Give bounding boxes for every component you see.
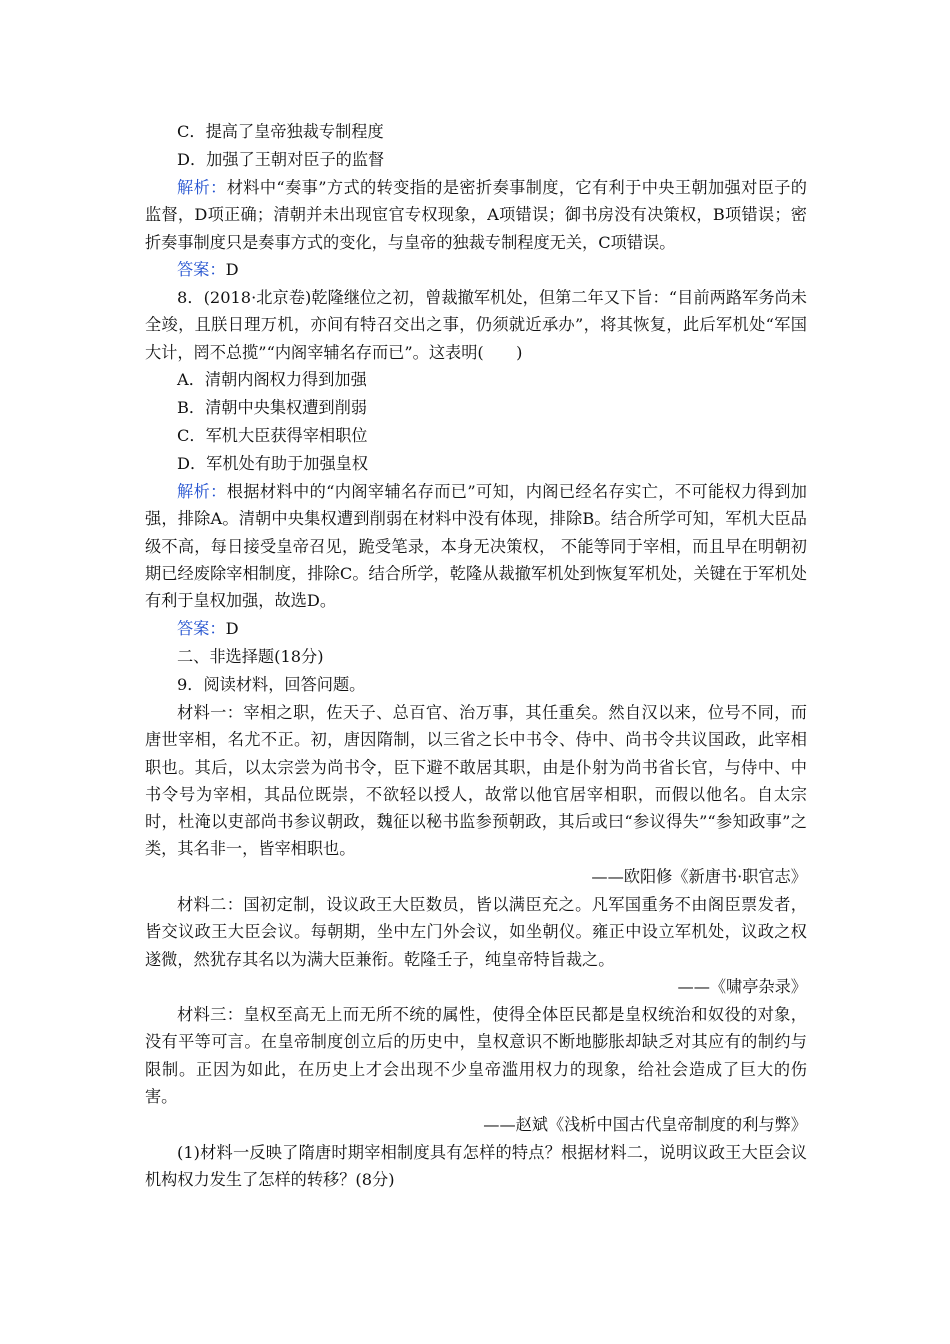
analysis-text: 根据材料中的“内阁宰辅名存而已”可知，内阁已经名存实亡，不可能权力得到加强，排除A。清朝中央集权遭到削弱在材料中没有体现，排除B。结合所学可知，军机大臣品级不高，每日接受皇帝召见，跪受笔录，本身无决策权， 不能等同于宰相，而且早在明朝初期已经废除宰相制度，排除C。结合所学，乾隆从裁撤军机处到恢复军机处，关键在于军机处有利于皇权加强，故选D。 [145,482,807,611]
q9-material-3: 材料三：皇权至高无上而无所不统的属性，使得全体臣民都是皇权统治和奴役的对象，没有平等可言。在皇帝制度创立后的历史中，皇权意识不断地膨胀却缺乏对其应有的制约与限制。正因为如此，在历史上才会出现不少皇帝滥用权力的现象，给社会造成了巨大的伤害。 [145,1005,807,1106]
q8-analysis [145,478,807,614]
q7-answer [145,256,807,283]
q9-question-1: (1)材料一反映了隋唐时期宰相制度具有怎样的特点？根据材料二，说明议政王大臣会议机构权力发生了怎样的转移？(8分) [145,1143,807,1190]
q9-stem: 9．阅读材料，回答问题。 [177,675,366,694]
analysis-text: 材料中“奏事”方式的转变指的是密折奏事制度，它有利于中央王朝加强对臣子的监督，D项正确；清朝并未出现宦官专权现象，A项错误；御书房没有决策权，B项错误；密折奏事制度只是奏事方式的变化，与皇帝的独裁专制程度无关，C项错误。 [145,178,807,252]
q8-answer [145,615,807,642]
q9-material-1: 材料一：宰相之职，佐天子、总百官、治万事，其任重矣。然自汉以来，位号不同，而唐世宰相，名尤不正。初，唐因隋制，以三省之长中书令、侍中、尚书令共议国政，此宰相职也。其后，以太宗尝为尚书令，臣下避不敢居其职，由是仆射为尚书省长官，与侍中、中书令号为宰相，其品位既崇，不欲轻以授人，故常以他官居宰相职，而假以他名。自太宗时，杜淹以吏部尚书参议朝政，魏征以秘书监参预朝政，其后或曰“参议得失”“参知政事”之类，其名非一，皆宰相职也。 [145,703,807,859]
q9-source-1: ——欧阳修《新唐书·职官志》 [591,867,807,886]
q8-option-b: B．清朝中央集权遭到削弱 [177,398,367,417]
q9-source-3: ——赵斌《浅析中国古代皇帝制度的利与弊》 [483,1115,807,1134]
q8-option-a: A．清朝内阁权力得到加强 [177,370,367,389]
answer-label: 答案： [177,619,226,638]
answer-value: D [225,260,239,279]
q7-analysis [145,174,807,256]
section-heading: 二、非选择题(18分) [177,647,324,666]
analysis-label: 解析： [177,482,227,501]
q8-option-c: C．军机大臣获得宰相职位 [177,426,368,445]
q8-option-d: D．军机处有助于加强皇权 [177,454,369,473]
q7-option-c: C．提高了皇帝独裁专制程度 [177,122,384,141]
analysis-label: 解析： [177,178,227,197]
q8-stem: 8．(2018·北京卷)乾隆继位之初，曾裁撤军机处，但第二年又下旨：“目前两路军务尚未全竣，且朕日理万机，亦间有特召交出之事，仍须就近承办”，将其恢复，此后军机处“军国大计，罔不总揽”“内阁宰辅名存而已”。这表明( ) [145,288,807,362]
answer-label: 答案： [177,260,226,279]
answer-value: D [225,619,239,638]
q9-source-2: ——《啸亭杂录》 [677,977,807,996]
q7-option-d: D．加强了王朝对臣子的监督 [177,150,385,169]
q9-material-2: 材料二：国初定制，设议政王大臣数员，皆以满臣充之。凡军国重务不由阁臣票发者，皆交议政王大臣会议。每朝期，坐中左门外会议，如坐朝仪。雍正中设立军机处，议政之权遂微，然犹存其名以为满大臣兼衔。乾隆壬子，纯皇帝特旨裁之。 [145,895,807,969]
